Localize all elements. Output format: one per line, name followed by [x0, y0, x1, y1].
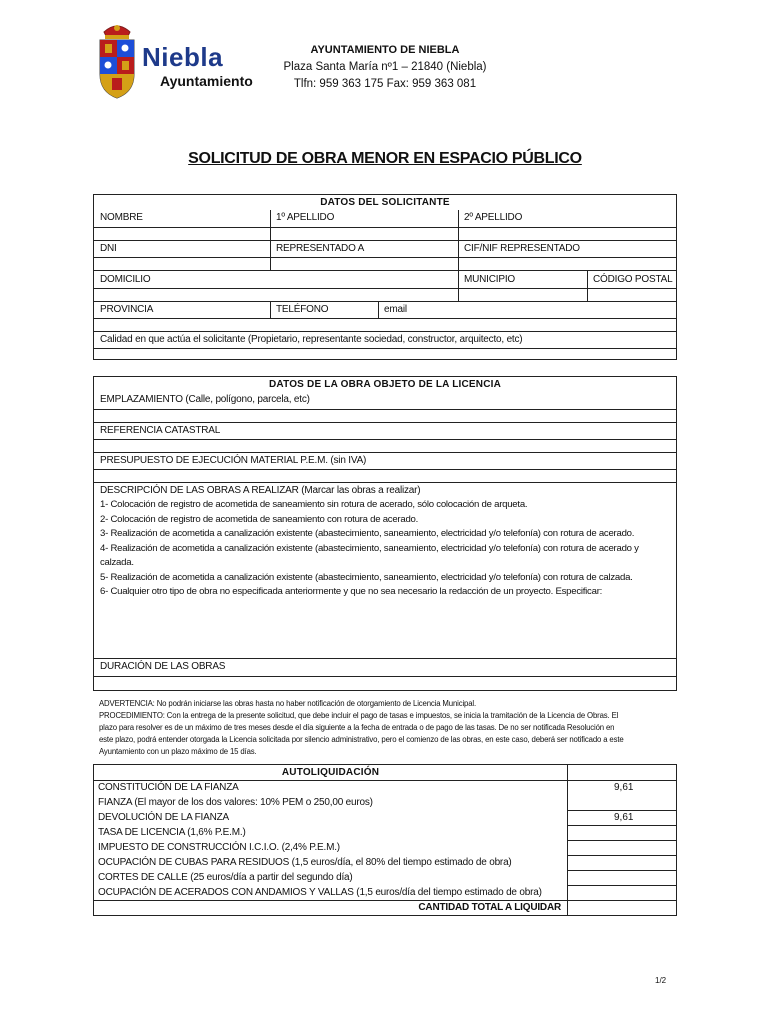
- procedimiento-text: este plazo, podrá entender otorgada la Licencia solicitada por silencio administrativo, pero el comienzo de las obras, en este caso, deberá ser notificado a este: [99, 735, 624, 744]
- nombre-label: NOMBRE: [100, 212, 143, 223]
- logo-name: Niebla: [142, 42, 224, 72]
- list-item: 1- Colocación de registro de acometida de saneamiento sin rotura de acerado, sólo colocación de arqueta.: [100, 499, 528, 510]
- presupuesto-label: PRESUPUESTO DE EJECUCIÓN MATERIAL P.E.M. (sin IVA): [100, 455, 367, 466]
- works-section-header: DATOS DE LA OBRA OBJETO DE LA LICENCIA: [268, 379, 502, 390]
- list-item: 3- Realización de acometida a canalización existente (abastecimiento, saneamiento, electricidad y/o telefonía) con rotura de acerado.: [100, 528, 635, 539]
- works-section: [93, 376, 677, 691]
- fee-row-label: FIANZA (El mayor de los dos valores: 10% PEM o 250,00 euros): [98, 797, 373, 808]
- apellido1-label: 1º APELLIDO: [276, 212, 335, 223]
- logo-subtitle: Ayuntamiento: [160, 73, 253, 89]
- fee-row-label: DEVOLUCIÓN DE LA FIANZA: [98, 812, 229, 823]
- procedimiento-text: Ayuntamiento con un plazo máximo de 15 días.: [99, 747, 257, 756]
- organization-header: [280, 42, 490, 93]
- works-description-list: [100, 498, 670, 600]
- procedimiento-text: plazo para resolver es de un máximo de tres meses desde el día siguiente a la fecha de entrada o de pago de las tasas. De no ser notificada Resolución en: [99, 723, 615, 732]
- self-assessment-section: [93, 764, 677, 916]
- fee-row-label: OCUPACIÓN DE CUBAS PARA RESIDUOS (1,5 euros/día, el 80% del tiempo estimado de obra): [98, 857, 512, 868]
- org-address: Plaza Santa María nº1 – 21840 (Niebla): [283, 61, 487, 73]
- referencia-label: REFERENCIA CATASTRAL: [100, 425, 221, 436]
- fee-row-label: CORTES DE CALLE (25 euros/día a partir del segundo día): [98, 872, 353, 883]
- fee-row-value: 9,61: [614, 782, 634, 793]
- cif-label: CIF/NIF REPRESENTADO: [464, 243, 580, 254]
- apellido2-label: 2º APELLIDO: [464, 212, 523, 223]
- self-assessment-header: AUTOLIQUIDACIÓN: [281, 767, 380, 778]
- list-item: calzada.: [100, 557, 134, 568]
- duracion-label: DURACIÓN DE LAS OBRAS: [100, 661, 226, 672]
- codigo-postal-label: CÓDIGO POSTAL: [593, 274, 673, 285]
- advertencia-text: ADVERTENCIA: No podrán iniciarse las obras hasta no haber notificación de otorgamiento de Licencia Municipal.: [99, 699, 477, 708]
- list-item: 5- Realización de acometida a canalización existente (abastecimiento, saneamiento, electricidad y/o telefonía) con rotura de calzada.: [100, 571, 633, 583]
- calidad-label: Calidad en que actúa el solicitante (Propietario, representante sociedad, constructor, arquitecto, etc): [100, 334, 523, 345]
- procedimiento-text: PROCEDIMIENTO: Con la entrega de la presente solicitud, que debe incluir el pago de tasas e impuestos, se inicia la tramitación de la Licencia de Obras. El: [99, 711, 619, 720]
- fee-row-label: IMPUESTO DE CONSTRUCCIÓN I.C.I.O. (2,4% P.E.M.): [98, 842, 340, 853]
- org-title: AYUNTAMIENTO DE NIEBLA: [310, 44, 460, 56]
- municipio-label: MUNICIPIO: [464, 274, 515, 285]
- representado-label: REPRESENTADO A: [276, 243, 365, 254]
- list-item: 6- Cualquier otro tipo de obra no especificada anteriormente y que no sea necesario la redacción de un proyecto. Especificar:: [100, 586, 603, 597]
- provincia-label: PROVINCIA: [100, 304, 154, 315]
- page-title: SOLICITUD DE OBRA MENOR EN ESPACIO PÚBLICO: [188, 150, 582, 167]
- applicant-section-header: DATOS DEL SOLICITANTE: [320, 197, 450, 208]
- domicilio-label: DOMICILIO: [100, 274, 151, 285]
- email-label: email: [384, 304, 407, 315]
- list-item: 4- Realización de acometida a canalización existente (abastecimiento, saneamiento, electricidad y/o telefonía) con rotura de acerado y: [100, 542, 639, 554]
- coat-of-arms-icon: [96, 22, 138, 100]
- legal-notes: [99, 698, 673, 758]
- fee-row-label: TASA DE LICENCIA (1,6% P.E.M.): [98, 827, 246, 838]
- list-item: 2- Colocación de registro de acometida de saneamiento con rotura de acerado.: [100, 513, 419, 525]
- descripcion-label: DESCRIPCIÓN DE LAS OBRAS A REALIZAR (Marcar las obras a realizar): [100, 485, 421, 496]
- dni-label: DNI: [100, 243, 117, 254]
- telefono-label: TELÉFONO: [276, 304, 329, 315]
- page-number: 1/2: [655, 976, 667, 985]
- fee-row-label: OCUPACIÓN DE ACERADOS CON ANDAMIOS Y VALLAS (1,5 euros/día del tiempo estimado de obra): [98, 887, 542, 898]
- total-label: CANTIDAD TOTAL A LIQUIDAR: [418, 902, 561, 913]
- fee-row-label: CONSTITUCIÓN DE LA FIANZA: [98, 782, 239, 793]
- applicant-section: [93, 194, 677, 360]
- fee-row-value: 9,61: [614, 812, 634, 823]
- org-phone: Tlfn: 959 363 175 Fax: 959 363 081: [293, 78, 477, 90]
- emplazamiento-label: EMPLAZAMIENTO (Calle, polígono, parcela, etc): [100, 394, 310, 405]
